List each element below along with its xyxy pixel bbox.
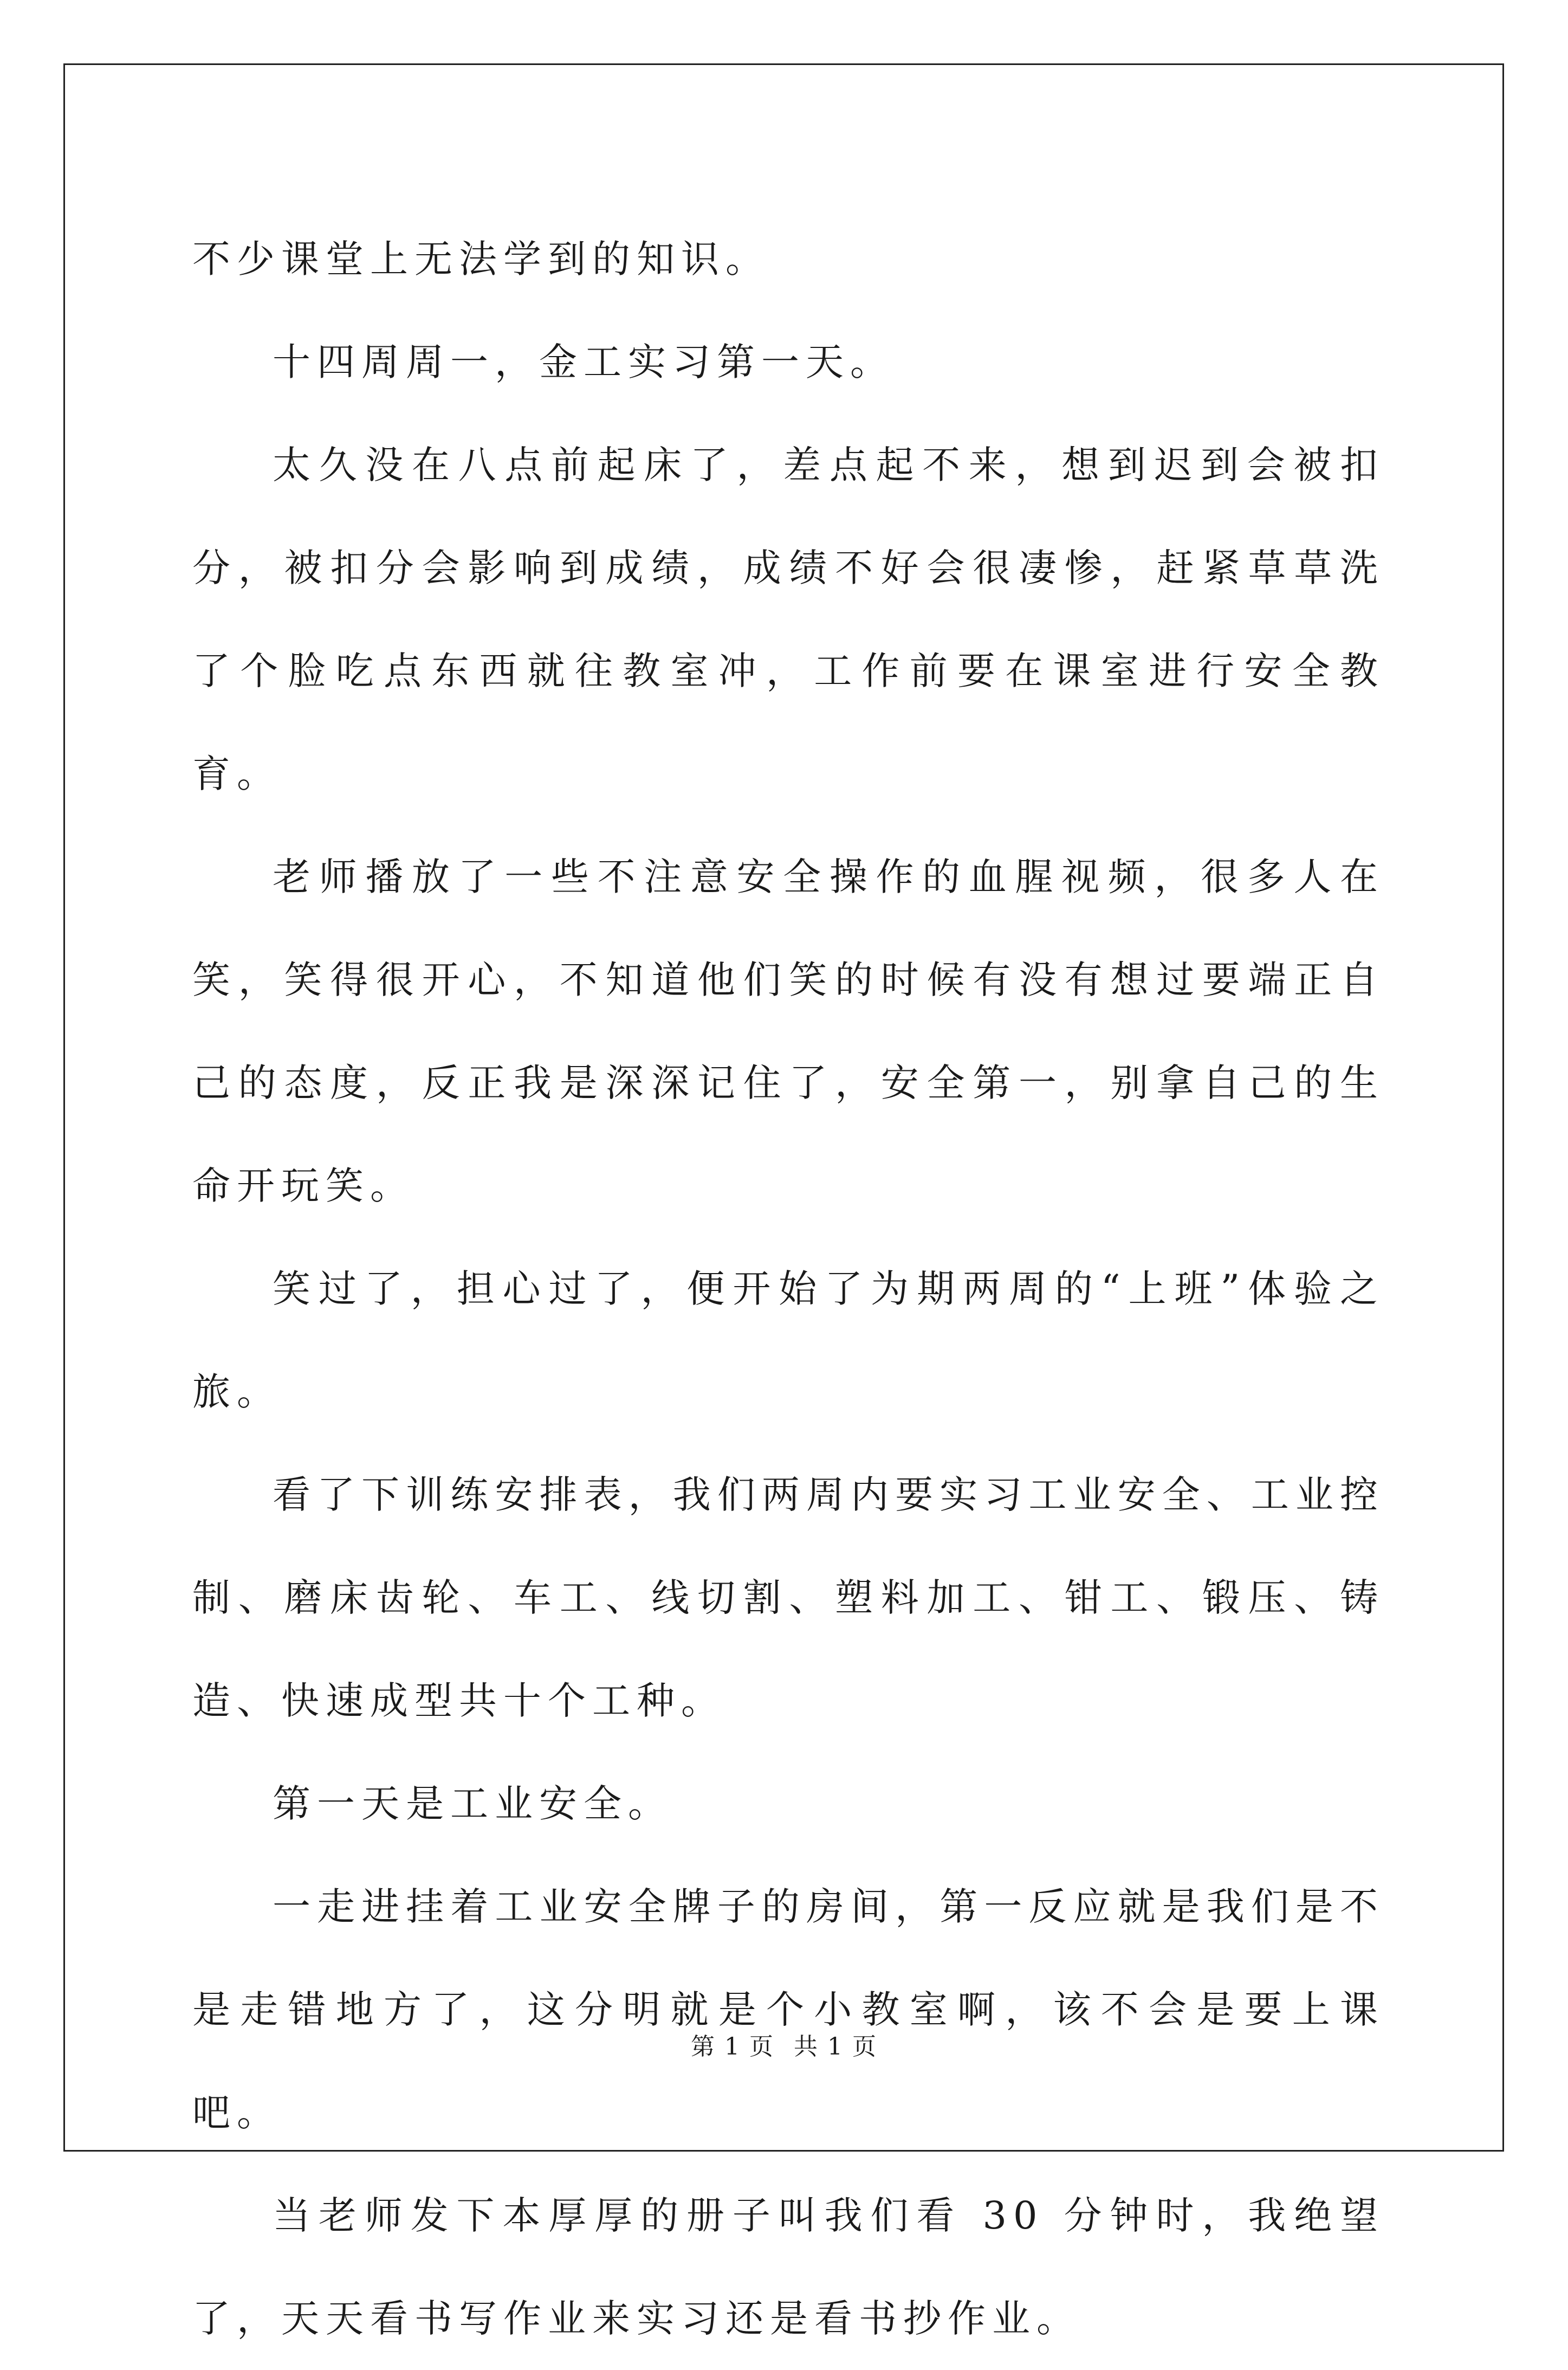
paragraph-9: 当老师发下本厚厚的册子叫我们看 30 分钟时，我绝望了，天天看书写作业来实习还是看书抄作业。 <box>192 2193 1384 2341</box>
paragraph-1: 不少课堂上无法学到的知识。 <box>192 237 770 281</box>
paragraph-3: 太久没在八点前起床了，差点起不来，想到迟到会被扣分，被扣分会影响到成绩，成绩不好会很凄惨，赶紧草草洗了个脸吃点东西就往教室冲，工作前要在课室进行安全教育。 <box>192 443 1384 796</box>
paragraph-8: 一走进挂着工业安全牌子的房间，第一反应就是我们是不是走错地方了，这分明就是个小教室啊，该不会是要上课吧。 <box>192 1884 1384 2135</box>
page-number-total: 共 1 页 <box>794 2033 877 2061</box>
paragraph-4: 老师播放了一些不注意安全操作的血腥视频，很多人在笑，笑得很开心，不知道他们笑的时候有没有想过要端正自己的态度，反正我是深深记住了，安全第一，别拿自己的生命开玩笑。 <box>192 855 1384 1208</box>
paragraph-5: 笑过了，担心过了，便开始了为期两周的“上班”体验之旅。 <box>192 1267 1384 1414</box>
paragraph-7: 第一天是工业安全。 <box>273 1781 672 1826</box>
page-footer <box>0 2027 1568 2062</box>
paragraph-2: 十四周周一，金工实习第一天。 <box>273 340 895 384</box>
page-number-current: 第 1 页 <box>691 2033 774 2061</box>
paragraph-6: 看了下训练安排表，我们两周内要实习工业安全、工业控制、磨床齿轮、车工、线切割、塑料加工、钳工、锻压、铸造、快速成型共十个工种。 <box>192 1473 1384 1723</box>
